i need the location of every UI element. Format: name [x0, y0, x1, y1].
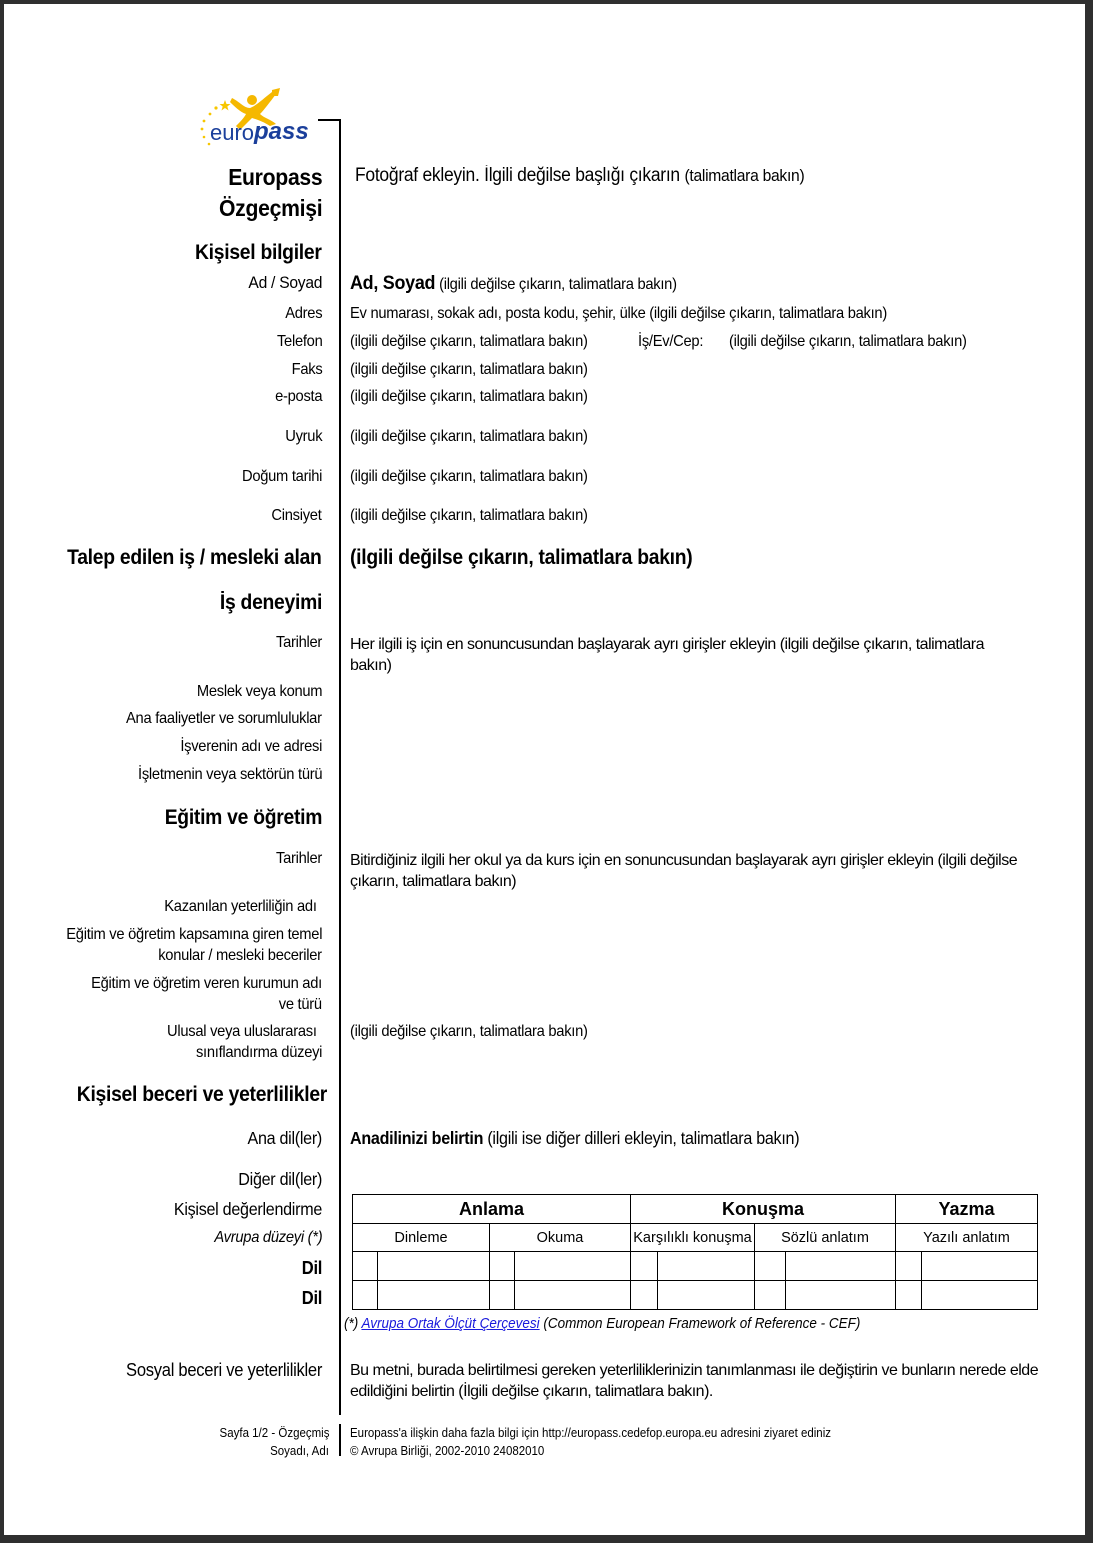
section-personal-heading: Kişisel bilgiler — [195, 241, 322, 264]
photo-hint-paren: (talimatlara bakın) — [684, 166, 805, 185]
group-writing: Yazma — [896, 1195, 1038, 1224]
edu-level-value[interactable]: (ilgili değilse çıkarın, talimatlara bakın) — [350, 1023, 588, 1040]
europass-logo — [192, 86, 322, 156]
edu-subjects-label-2: konular / mesleki beceriler — [158, 947, 322, 964]
sub-spoken-production: Sözlü anlatım — [755, 1224, 896, 1252]
gender-label: Cinsiyet — [271, 507, 322, 524]
mother-tongue-field[interactable] — [350, 1128, 799, 1149]
level-code-cell[interactable] — [896, 1281, 922, 1310]
sub-listening: Dinleme — [353, 1224, 490, 1252]
language-row-label-2: Dil — [301, 1288, 322, 1308]
name-label: Ad / Soyad — [248, 273, 322, 292]
level-desc-cell[interactable] — [922, 1252, 1038, 1281]
desired-job-label: Talep edilen iş / mesleki alan — [67, 546, 322, 569]
level-desc-cell[interactable] — [786, 1281, 896, 1310]
edu-org-label-2: ve türü — [278, 996, 322, 1013]
cef-note-prefix: (*) — [344, 1316, 362, 1332]
work-activities-label: Ana faaliyetler ve sorumluluklar — [126, 710, 322, 727]
name-field[interactable] — [350, 272, 677, 295]
footer-page: Sayfa 1/2 - Özgeçmiş — [219, 1426, 329, 1440]
work-employer-label: İşverenin adı ve adresi — [180, 738, 322, 755]
level-code-cell[interactable] — [631, 1252, 658, 1281]
mobile-value[interactable]: (ilgili değilse çıkarın, talimatlara bakın) — [729, 333, 967, 350]
fax-value[interactable]: (ilgili değilse çıkarın, talimatlara bakın) — [350, 361, 588, 378]
footer-divider — [339, 1424, 341, 1456]
level-desc-cell[interactable] — [658, 1252, 755, 1281]
level-code-cell[interactable] — [490, 1281, 515, 1310]
work-position-label: Meslek veya konum — [196, 683, 322, 700]
level-desc-cell[interactable] — [378, 1252, 490, 1281]
section-skills-heading: Kişisel beceri ve yeterlilikler — [76, 1083, 327, 1106]
birthdate-value[interactable]: (ilgili değilse çıkarın, talimatlara bakın) — [350, 468, 588, 485]
cef-note-suffix: (Common European Framework of Reference - CEF) — [539, 1316, 861, 1332]
edu-level-label-1: Ulusal veya uluslararası — [167, 1023, 317, 1040]
level-code-cell[interactable] — [755, 1281, 786, 1310]
other-languages-label: Diğer dil(ler) — [238, 1169, 322, 1189]
work-sector-label: İşletmenin veya sektörün türü — [137, 766, 322, 783]
gender-value[interactable]: (ilgili değilse çıkarın, talimatlara bakın) — [350, 507, 588, 524]
edu-level-label-2: sınıflandırma düzeyi — [195, 1044, 322, 1061]
level-desc-cell[interactable] — [515, 1281, 631, 1310]
cv-title-line1: Europass — [227, 164, 322, 190]
mother-tongue-hint: (ilgili ise diğer dilleri ekleyin, talimatlara bakın) — [487, 1128, 800, 1148]
main-divider — [339, 119, 341, 1415]
cef-note — [344, 1316, 860, 1332]
language-assessment-table — [352, 1194, 1038, 1310]
edu-dates-label: Tarihler — [275, 850, 322, 867]
mother-tongue-value: Anadilinizi belirtin — [350, 1128, 484, 1148]
level-code-cell[interactable] — [353, 1281, 378, 1310]
level-code-cell[interactable] — [353, 1252, 378, 1281]
desired-job-value[interactable]: (ilgili değilse çıkarın, talimatlara bakın) — [350, 546, 693, 569]
social-skills-value[interactable]: Bu metni, burada belirtilmesi gereken yeterliliklerinizin tanımlanması ile değiştirin ve bunların nerede elde edildiğini belirtin (İlgili değilse çıkarın, talimatlara bakın). — [350, 1362, 1039, 1400]
level-desc-cell[interactable] — [786, 1252, 896, 1281]
logo-text-euro: euro — [210, 120, 255, 145]
birthdate-label: Doğum tarihi — [241, 468, 322, 485]
group-speaking: Konuşma — [631, 1195, 896, 1224]
fax-label: Faks — [291, 361, 322, 378]
name-hint: (ilgili değilse çıkarın, talimatlara bakın) — [439, 276, 677, 293]
email-label: e-posta — [274, 388, 322, 405]
email-value[interactable]: (ilgili değilse çıkarın, talimatlara bakın) — [350, 388, 588, 405]
section-education-heading: Eğitim ve öğretim — [164, 806, 322, 829]
edu-org-label-1: Eğitim ve öğretim veren kurumun adı — [91, 975, 322, 992]
language-row — [353, 1281, 1038, 1310]
footer-info: Europass'a ilişkin daha fazla bilgi için http://europass.cedefop.europa.eu adresini ziyaret ediniz — [350, 1426, 832, 1440]
nationality-value[interactable]: (ilgili değilse çıkarın, talimatlara bakın) — [350, 428, 588, 445]
level-code-cell[interactable] — [631, 1281, 658, 1310]
level-desc-cell[interactable] — [378, 1281, 490, 1310]
language-row — [353, 1252, 1038, 1281]
cv-page — [4, 4, 1085, 1535]
phone-value[interactable]: (ilgili değilse çıkarın, talimatlara bakın) — [350, 333, 588, 350]
level-code-cell[interactable] — [755, 1252, 786, 1281]
social-skills-label: Sosyal beceri ve yeterlilikler — [125, 1360, 322, 1380]
work-dates-value[interactable]: Her ilgili iş için en sonuncusundan başlayarak ayrı girişler ekleyin (ilgili değilse çıkarın, talimatlara bakın) — [350, 636, 985, 674]
sub-spoken-interaction: Karşılıklı konuşma — [631, 1224, 755, 1252]
sub-reading: Okuma — [490, 1224, 631, 1252]
edu-subjects-label-1: Eğitim ve öğretim kapsamına giren temel — [66, 926, 322, 943]
photo-hint — [355, 165, 804, 187]
mother-tongue-label: Ana dil(ler) — [247, 1128, 322, 1148]
cv-title-line2: Özgeçmişi — [218, 195, 322, 221]
top-corner-line — [318, 119, 340, 121]
nationality-label: Uyruk — [284, 428, 322, 445]
work-dates-label: Tarihler — [275, 634, 322, 651]
european-level-label: Avrupa düzeyi (*) — [214, 1229, 322, 1246]
level-desc-cell[interactable] — [515, 1252, 631, 1281]
group-understanding: Anlama — [353, 1195, 631, 1224]
sub-writing: Yazılı anlatım — [896, 1224, 1038, 1252]
name-value: Ad, Soyad — [350, 272, 436, 294]
level-desc-cell[interactable] — [658, 1281, 755, 1310]
edu-dates-value[interactable]: Bitirdiğiniz ilgili her okul ya da kurs için en sonuncusundan başlayarak ayrı girişler ekleyin (ilgili değilse çıkarın, talimatlara bakın) — [350, 852, 1018, 890]
self-assessment-label: Kişisel değerlendirme — [173, 1199, 322, 1219]
footer-copyright: © Avrupa Birliği, 2002-2010 24082010 — [350, 1444, 545, 1458]
level-code-cell[interactable] — [896, 1252, 922, 1281]
address-value[interactable]: Ev numarası, sokak adı, posta kodu, şehir, ülke (ilgili değilse çıkarın, talimatlara bakın) — [350, 305, 887, 322]
phone-label: Telefon — [276, 333, 322, 350]
logo-text-pass: pass — [254, 118, 309, 145]
photo-hint-main: Fotoğraf ekleyin. İlgili değilse başlığı çıkarın — [355, 165, 680, 186]
edu-qualification-label: Kazanılan yeterliliğin adı — [164, 898, 317, 915]
cef-link[interactable]: Avrupa Ortak Ölçüt Çerçevesi — [361, 1316, 540, 1332]
footer-name: Soyadı, Adı — [270, 1444, 329, 1458]
language-row-label-1: Dil — [301, 1258, 322, 1278]
address-label: Adres — [284, 305, 322, 322]
level-desc-cell[interactable] — [922, 1281, 1038, 1310]
level-code-cell[interactable] — [490, 1252, 515, 1281]
section-work-heading: İş deneyimi — [219, 591, 322, 614]
mobile-label: İş/Ev/Cep: — [638, 333, 704, 350]
